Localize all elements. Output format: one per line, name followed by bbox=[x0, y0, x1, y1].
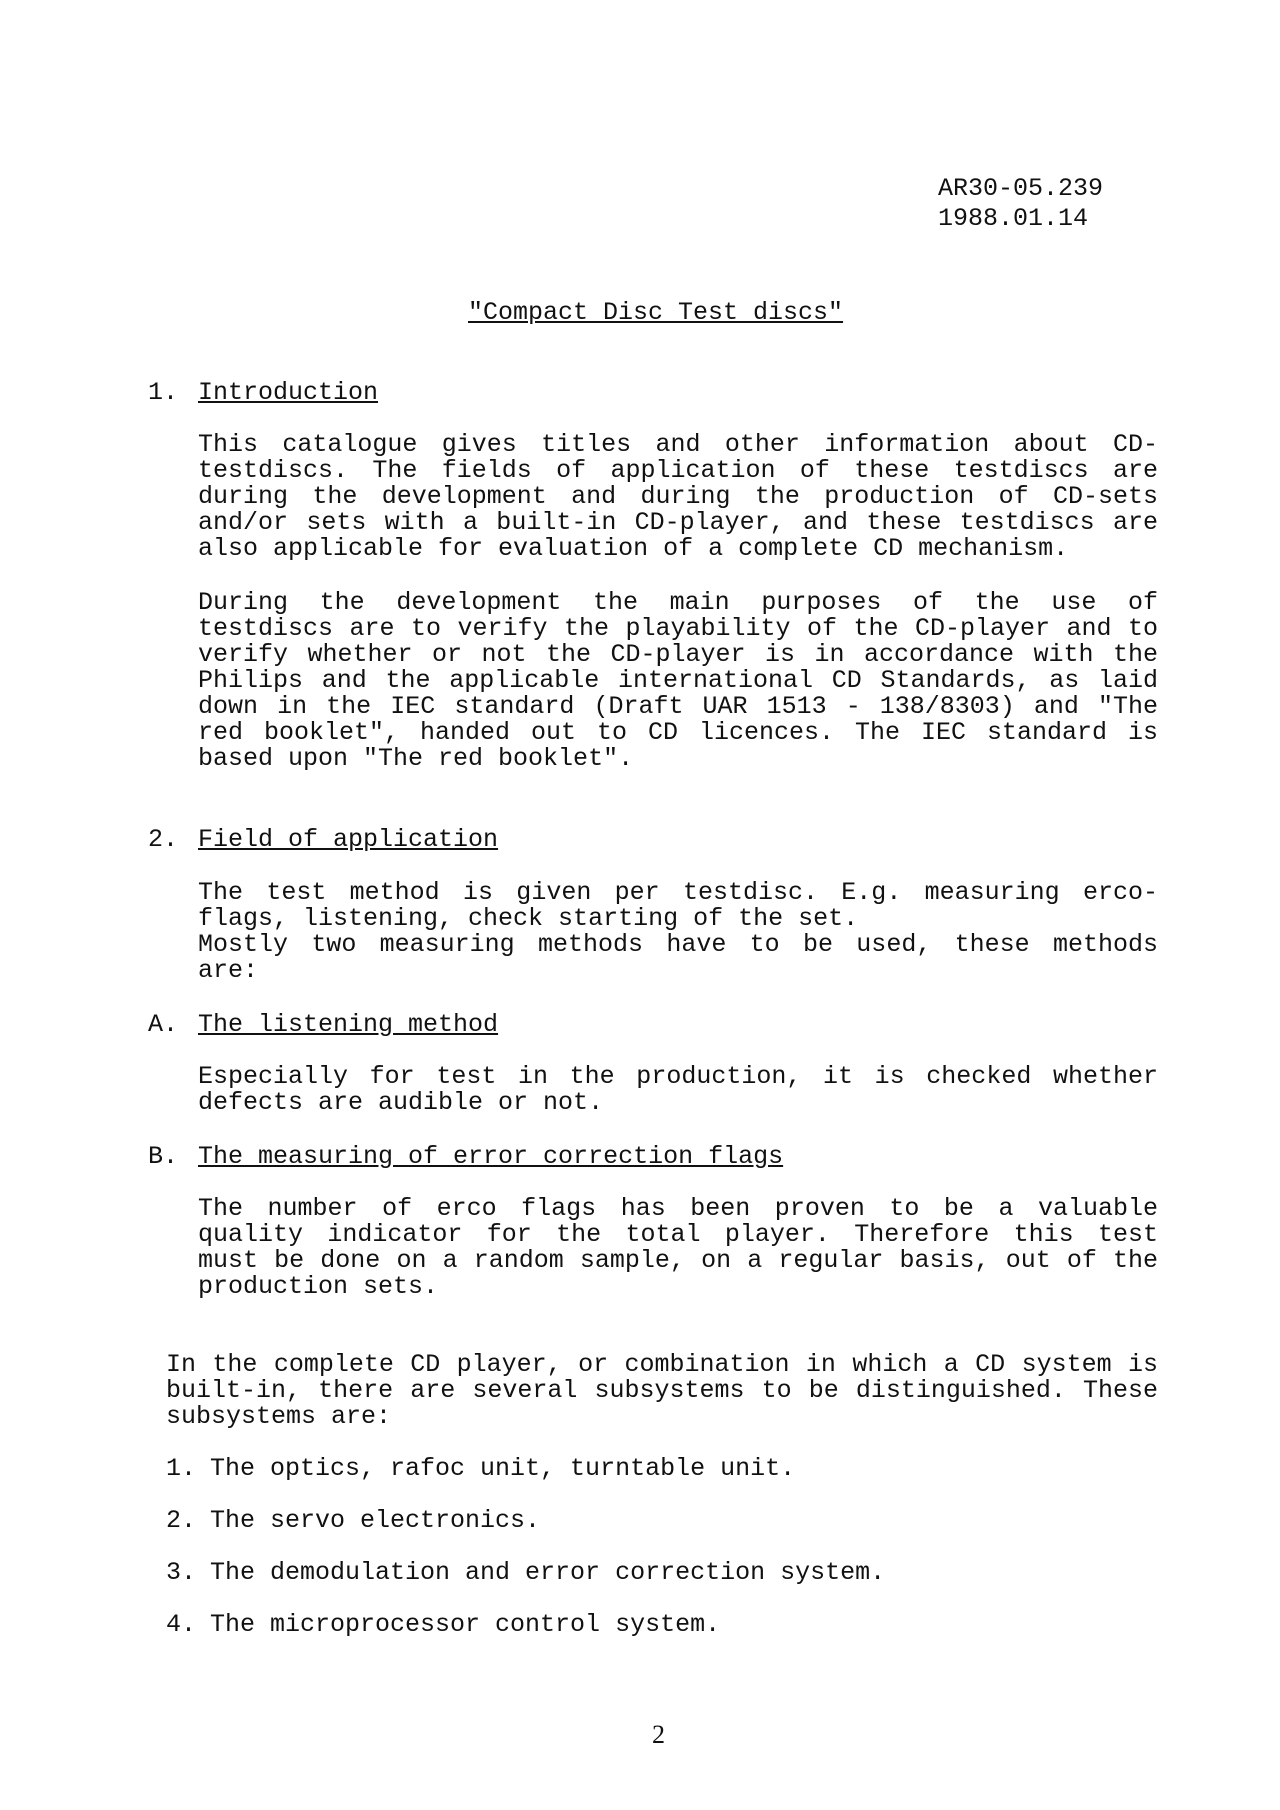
page-number: 2 bbox=[652, 1720, 665, 1749]
section-title: Introduction bbox=[198, 378, 379, 407]
paragraph-intro-1: This catalogue gives titles and other information about CD-testdiscs. The fields of application of these testdiscs are during the development and during the production of CD-sets and/or sets with a built-in CD-player, and these testdiscs are also applicable for evaluation of a complete CD mechanism. bbox=[198, 430, 1158, 563]
list-item: 4. The microprocessor control system. bbox=[166, 1610, 721, 1639]
section-title: The listening method bbox=[198, 1010, 499, 1039]
section-number: 2. bbox=[148, 825, 179, 854]
list-item: 3. The demodulation and error correction system. bbox=[166, 1558, 886, 1587]
page-title: "Compact Disc Test discs" bbox=[468, 298, 844, 327]
section-title: The measuring of error correction flags bbox=[198, 1142, 784, 1171]
section-number: 1. bbox=[148, 378, 179, 407]
list-item: 1. The optics, rafoc unit, turntable unit. bbox=[166, 1454, 796, 1483]
document-header bbox=[938, 174, 1103, 234]
paragraph-field-2: Mostly two measuring methods have to be used, these methods are: bbox=[198, 930, 1158, 985]
section-title: Field of application bbox=[198, 825, 499, 854]
document-date: 1988.01.14 bbox=[938, 204, 1089, 233]
paragraph-measuring: The number of erco flags has been proven to be a valuable quality indicator for the total player. Therefore this test must be done on a random sample, on a regular basis, out of the production sets. bbox=[198, 1194, 1158, 1301]
document-code: AR30-05.239 bbox=[938, 174, 1104, 203]
paragraph-field-1: The test method is given per testdisc. E.g. measuring erco-flags, listening, check starting of the set. bbox=[198, 878, 1158, 933]
paragraph-intro-2: During the development the main purposes of the use of testdiscs are to verify the playability of the CD-player and to verify whether or not the CD-player is in accordance with the Philips and the applicable international CD Standards, as laid down in the IEC standard (Draft UAR 1513 - 138/8303) and "The red booklet", handed out to CD licences. The IEC standard is based upon "The red booklet". bbox=[198, 588, 1158, 773]
paragraph-subsystems-intro: In the complete CD player, or combination in which a CD system is built-in, there are several subsystems to be distinguished. These subsystems are: bbox=[166, 1350, 1158, 1431]
paragraph-listening: Especially for test in the production, it is checked whether defects are audible or not. bbox=[198, 1062, 1158, 1117]
section-number: A. bbox=[148, 1010, 179, 1039]
list-item: 2. The servo electronics. bbox=[166, 1506, 541, 1535]
section-number: B. bbox=[148, 1142, 179, 1171]
